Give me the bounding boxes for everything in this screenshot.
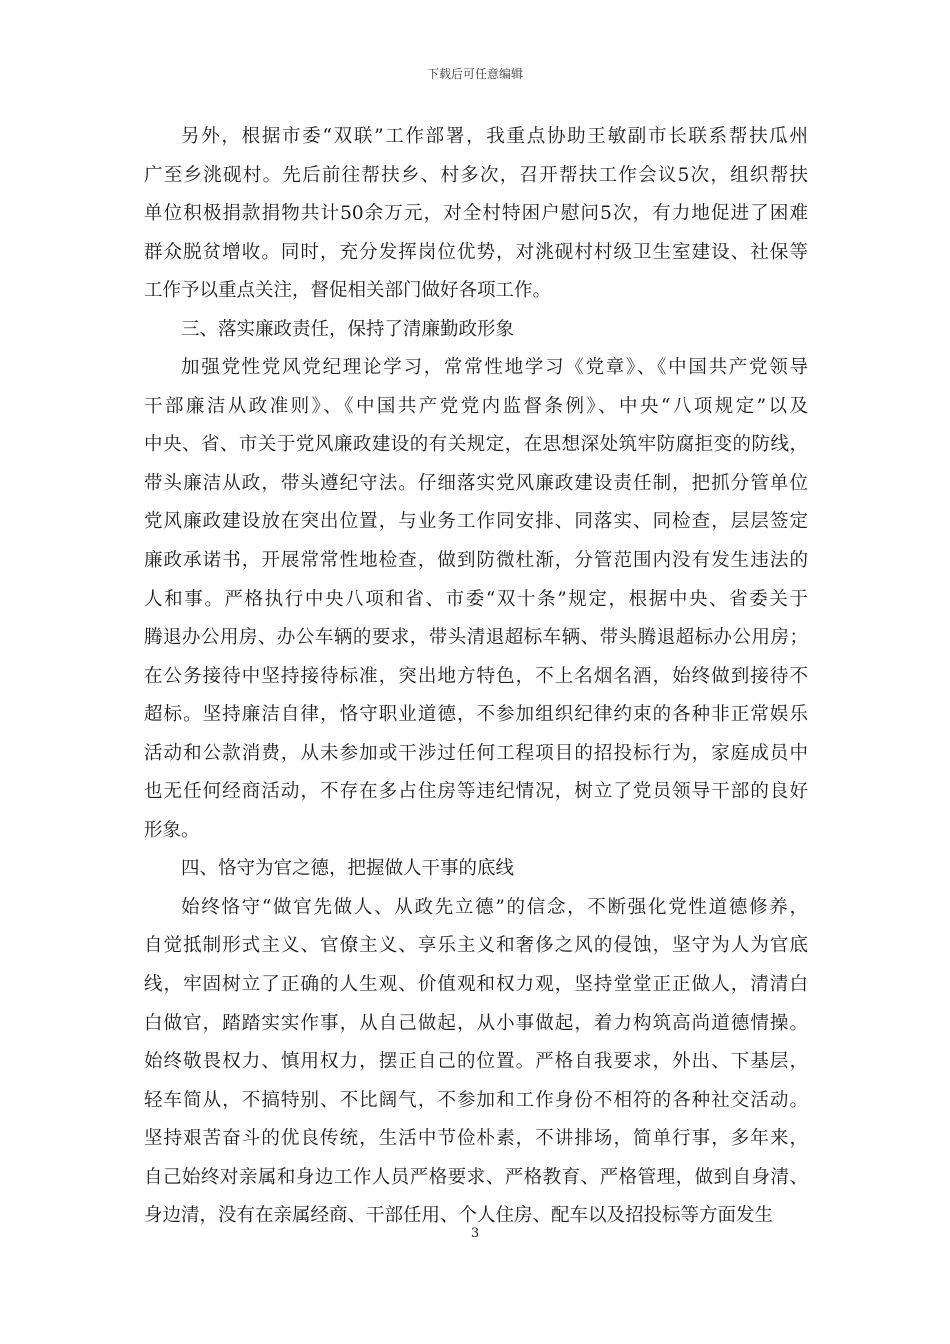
text-line: 始终敬畏权力、慎用权力，摆正自己的位置。严格自我要求，外出、下基层， — [144, 1051, 808, 1073]
text-line: 白做官，踏踏实实作事，从自己做起，从小事做起，着力构筑高尚道德情操。 — [144, 1012, 808, 1034]
text-line: 线，牢固树立了正确的人生观、价值观和权力观，坚持堂堂正正做人，清清白 — [144, 974, 808, 996]
text-line: 另外，根据市委“双联”工作部署，我重点协助王敏副市长联系帮扶瓜州 — [181, 126, 808, 147]
text-line: 也无任何经商活动，不存在多占住房等违纪情况，树立了党员领导干部的良好 — [144, 781, 808, 803]
text-line: 加强党性党风党纪理论学习，常常性地学习《党章》、《中国共产党领导 — [181, 357, 808, 379]
text-line: 超标。坚持廉洁自律，恪守职业道德，不参加组织纪律约束的各种非正常娱乐 — [144, 704, 808, 726]
text-line: 廉政承诺书，开展常常性地检查，做到防微杜渐，分管范围内没有发生违法的 — [144, 550, 808, 572]
text-line: 三、落实廉政责任，保持了清廉勤政形象 — [181, 318, 515, 340]
text-line: 始终恪守“做官先做人、从政先立德”的信念，不断强化党性道德修养， — [181, 896, 808, 918]
text-line: 身边清，没有在亲属经商、干部任用、个人住房、配车以及招投标等方面发生 — [144, 1205, 774, 1227]
text-line: 活动和公款消费，从未参加或干涉过任何工程项目的招投标行为，家庭成员中 — [144, 742, 808, 764]
text-line: 自觉抵制形式主义、官僚主义、享乐主义和奢侈之风的侵蚀，坚守为人为官底 — [144, 935, 808, 957]
text-line: 广至乡洮砚村。先后前往帮扶乡、村多次，召开帮扶工作会议5次，组织帮扶 — [144, 164, 808, 186]
text-line: 党风廉政建设放在突出位置，与业务工作同安排、同落实、同检查，层层签定 — [144, 511, 808, 533]
text-line: 单位积极捐款捐物共计50余万元，对全村特困户慰问5次，有力地促进了困难 — [144, 203, 808, 225]
text-line: 在公务接待中坚持接待标准，突出地方特色，不上名烟名酒，始终做到接待不 — [144, 665, 808, 687]
text-line: 坚持艰苦奋斗的优良传统，生活中节俭朴素，不讲排场，简单行事，多年来， — [144, 1128, 808, 1150]
text-line: 群众脱贫增收。同时，充分发挥岗位优势，对洮砚村村级卫生室建设、社保等 — [144, 241, 808, 263]
text-line: 四、恪守为官之德，把握做人干事的底线 — [181, 858, 515, 880]
text-line: 工作予以重点关注，督促相关部门做好各项工作。 — [144, 280, 552, 302]
text-line: 自己始终对亲属和身边工作人员严格要求、严格教育、严格管理，做到自身清、 — [144, 1166, 808, 1188]
text-line: 干部廉洁从政准则》、《中国共产党党内监督条例》、中央“八项规定”以及 — [144, 395, 808, 417]
document-body — [144, 118, 808, 1236]
text-line: 腾退办公用房、办公车辆的要求，带头清退超标车辆、带头腾退超标办公用房； — [144, 627, 808, 649]
text-line: 形象。 — [144, 819, 200, 841]
text-line: 人和事。严格执行中央八项和省、市委“双十条”规定，根据中央、省委关于 — [144, 588, 808, 610]
page-number: 3 — [470, 1226, 480, 1241]
page-header: 下载后可任意编辑 — [426, 67, 523, 81]
text-line: 轻车简从，不搞特别、不比阔气，不参加和工作身份不相符的各种社交活动。 — [144, 1089, 808, 1111]
text-line: 中央、省、市关于党风廉政建设的有关规定，在思想深处筑牢防腐拒变的防线， — [144, 434, 808, 456]
text-line: 带头廉洁从政，带头遵纪守法。仔细落实党风廉政建设责任制，把抓分管单位 — [144, 472, 808, 494]
